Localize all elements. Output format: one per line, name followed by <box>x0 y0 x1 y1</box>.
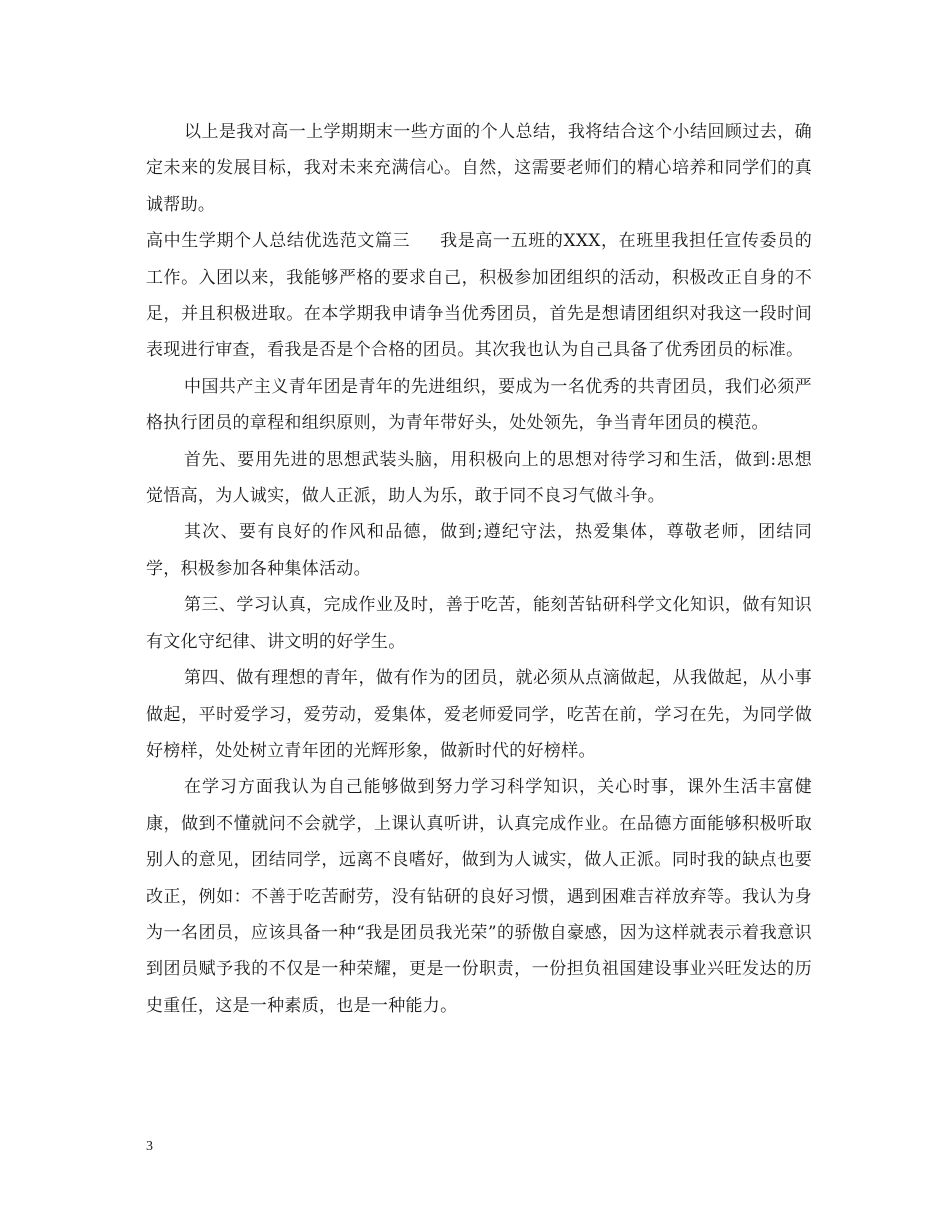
paragraph-third-point: 第三、学习认真，完成作业及时，善于吃苦，能刻苦钻研科学文化知识，做有知识有文化守纪律、讲文明的好学生。 <box>146 595 812 652</box>
paragraph-summary-closing: 以上是我对高一上学期期末一些方面的个人总结，我将结合这个小结回顾过去，确定未来的发展目标，我对未来充满信心。自然，这需要老师们的精心培养和同学们的真诚帮助。 <box>146 122 812 215</box>
document-body <box>146 114 812 1024</box>
section-title: 高中生学期个人总结优选范文篇三 <box>146 231 411 252</box>
paragraph-league-intro: 中国共产主义青年团是青年的先进组织，要成为一名优秀的共青团员，我们必须严格执行团员的章程和组织原则，为青年带好头，处处领先，争当青年团员的模范。 <box>146 376 812 434</box>
paragraph-fourth-point: 第四、做有理想的青年，做有作为的团员，就必须从点滴做起，从我做起，从小事做起，平时爱学习，爱劳动，爱集体，爱老师爱同学，吃苦在前，学习在先，为同学做好榜样，处处树立青年团的光辉形象，做新时代的好榜样。 <box>146 668 812 761</box>
section-intro-text: 我是高一五班的XXX，在班里我担任宣传委员的工作。入团以来，我能够严格的要求自己，积极参加团组织的活动，积极改正自身的不足，并且积极进取。在本学期我申请争当优秀团员，首先是想请团组织对我这一段时间表现进行审查，看我是否是个合格的团员。其次我也认为自己具备了优秀团员的标准。 <box>146 231 812 361</box>
paragraph-section-three <box>146 223 812 369</box>
paragraph-first-point: 首先、要用先进的思想武装头脑，用积极向上的思想对待学习和生活，做到:思想觉悟高，为人诚实，做人正派，助人为乐，敢于同不良习气做斗争。 <box>146 449 812 507</box>
paragraph-self-assessment: 在学习方面我认为自己能够做到努力学习科学知识，关心时事，课外生活丰富健康，做到不懂就问不会就学，上课认真听讲，认真完成作业。在品德方面能够积极听取别人的意见，团结同学，远离不良嗜好，做到为人诚实，做人正派。同时我的缺点也要改正，例如：不善于吃苦耐劳，没有钻研的良好习惯，遇到困难吉祥放弃等。我认为身为一名团员，应该具备一种“我是团员我光荣”的骄傲自豪感，因为这样就表示着我意识到团员赋予我的不仅是一种荣耀，更是一份职责，一份担负祖国建设事业兴旺发达的历史重任，这是一种素质，也是一种能力。 <box>146 777 812 1016</box>
page-number: 3 <box>146 1139 153 1154</box>
paragraph-second-point: 其次、要有良好的作风和品德，做到;遵纪守法，热爱集体，尊敬老师，团结同学，积极参加各种集体活动。 <box>146 522 812 579</box>
